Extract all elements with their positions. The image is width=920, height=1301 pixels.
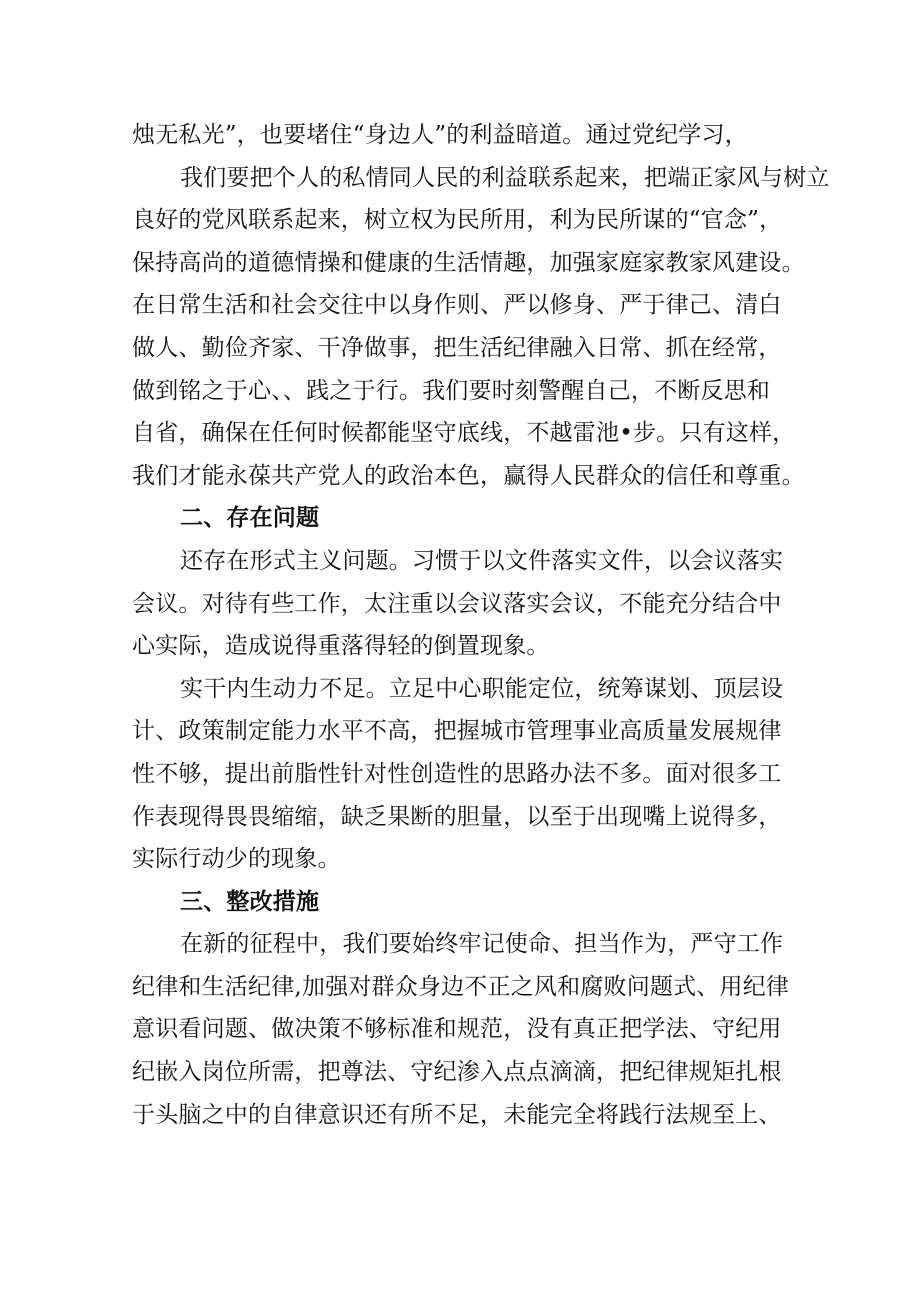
body-line: 我们要把个人的私情同人民的利益联系起来，把端正家风与树立 (180, 164, 830, 191)
body-line: 烛无私光”，也要堵住“身边人”的利益暗道。通过党纪学习， (132, 122, 748, 148)
body-line: 心实际，造成说得重落得轻的倒置现象。 (132, 633, 550, 660)
body-line: 会议。对待有些工作，太注重以会议落实会议，不能充分结合中 (132, 590, 782, 617)
body-line: 实际行动少的现象。 (132, 846, 341, 873)
body-line: 良好的党风联系起来，树立权为民所用，利为民所谋的“官念”， (132, 207, 783, 234)
body-line: 意识看问题、做决策不够标准和规范，没有真正把学法、守纪用 (132, 1016, 782, 1043)
body-line: 做到铭之于心、、践之于行。我们要时刻警醒自己，不断反思和 (132, 377, 771, 404)
section-heading-problems: 二、存在问题 (180, 504, 320, 532)
body-line: 纪律和生活纪律,加强对群众身边不正之风和腐败问题式、用纪律 (132, 973, 790, 1000)
body-line: 性不够，提出前脂性针对性创造性的思路办法不多。面对很多工 (132, 760, 782, 787)
document-body (132, 114, 830, 1136)
paragraph-first-line: 在新的征程中，我们要始终牢记使命、担当作为，严守工作 (180, 931, 784, 958)
paragraph-first-line: 还存在形式主义问题。习惯于以文件落实文件，以会议落实 (180, 547, 784, 574)
body-line: 保持高尚的道德情操和健康的生活情趣，加强家庭家教家风建设。 (132, 249, 805, 276)
paragraph-first-line: 实干内生动力不足。立足中心职能定位，统筹谋划、顶层设 (180, 675, 784, 702)
body-line: 我们才能永葆共产党人的政治本色，赢得人民群众的信任和尊重。 (132, 462, 805, 489)
body-line: 做人、勤俭齐家、干净做事，把生活纪律融入日常、抓在经常， (132, 334, 782, 361)
body-line: 在日常生活和社会交往中以身作则、严以修身、严于律己、清白 (132, 292, 782, 319)
body-line: 纪嵌入岗位所需，把尊法、守纪渗入点点滴滴，把纪律规矩扎根 (132, 1059, 782, 1086)
body-line: 计、政策制定能力水平不高，把握城市管理事业高质量发展规律 (132, 718, 782, 745)
body-line: 于头脑之中的自律意识还有所不足，未能完全将践行法规至上、 (132, 1101, 782, 1128)
body-line: 自省，确保在任何时候都能坚守底线，不越雷池•步。只有这样， (132, 420, 796, 447)
section-heading-measures: 三、整改措施 (180, 887, 320, 915)
body-line: 作表现得畏畏缩缩，缺乏果断的胆量，以至于出现嘴上说得多， (132, 803, 782, 830)
